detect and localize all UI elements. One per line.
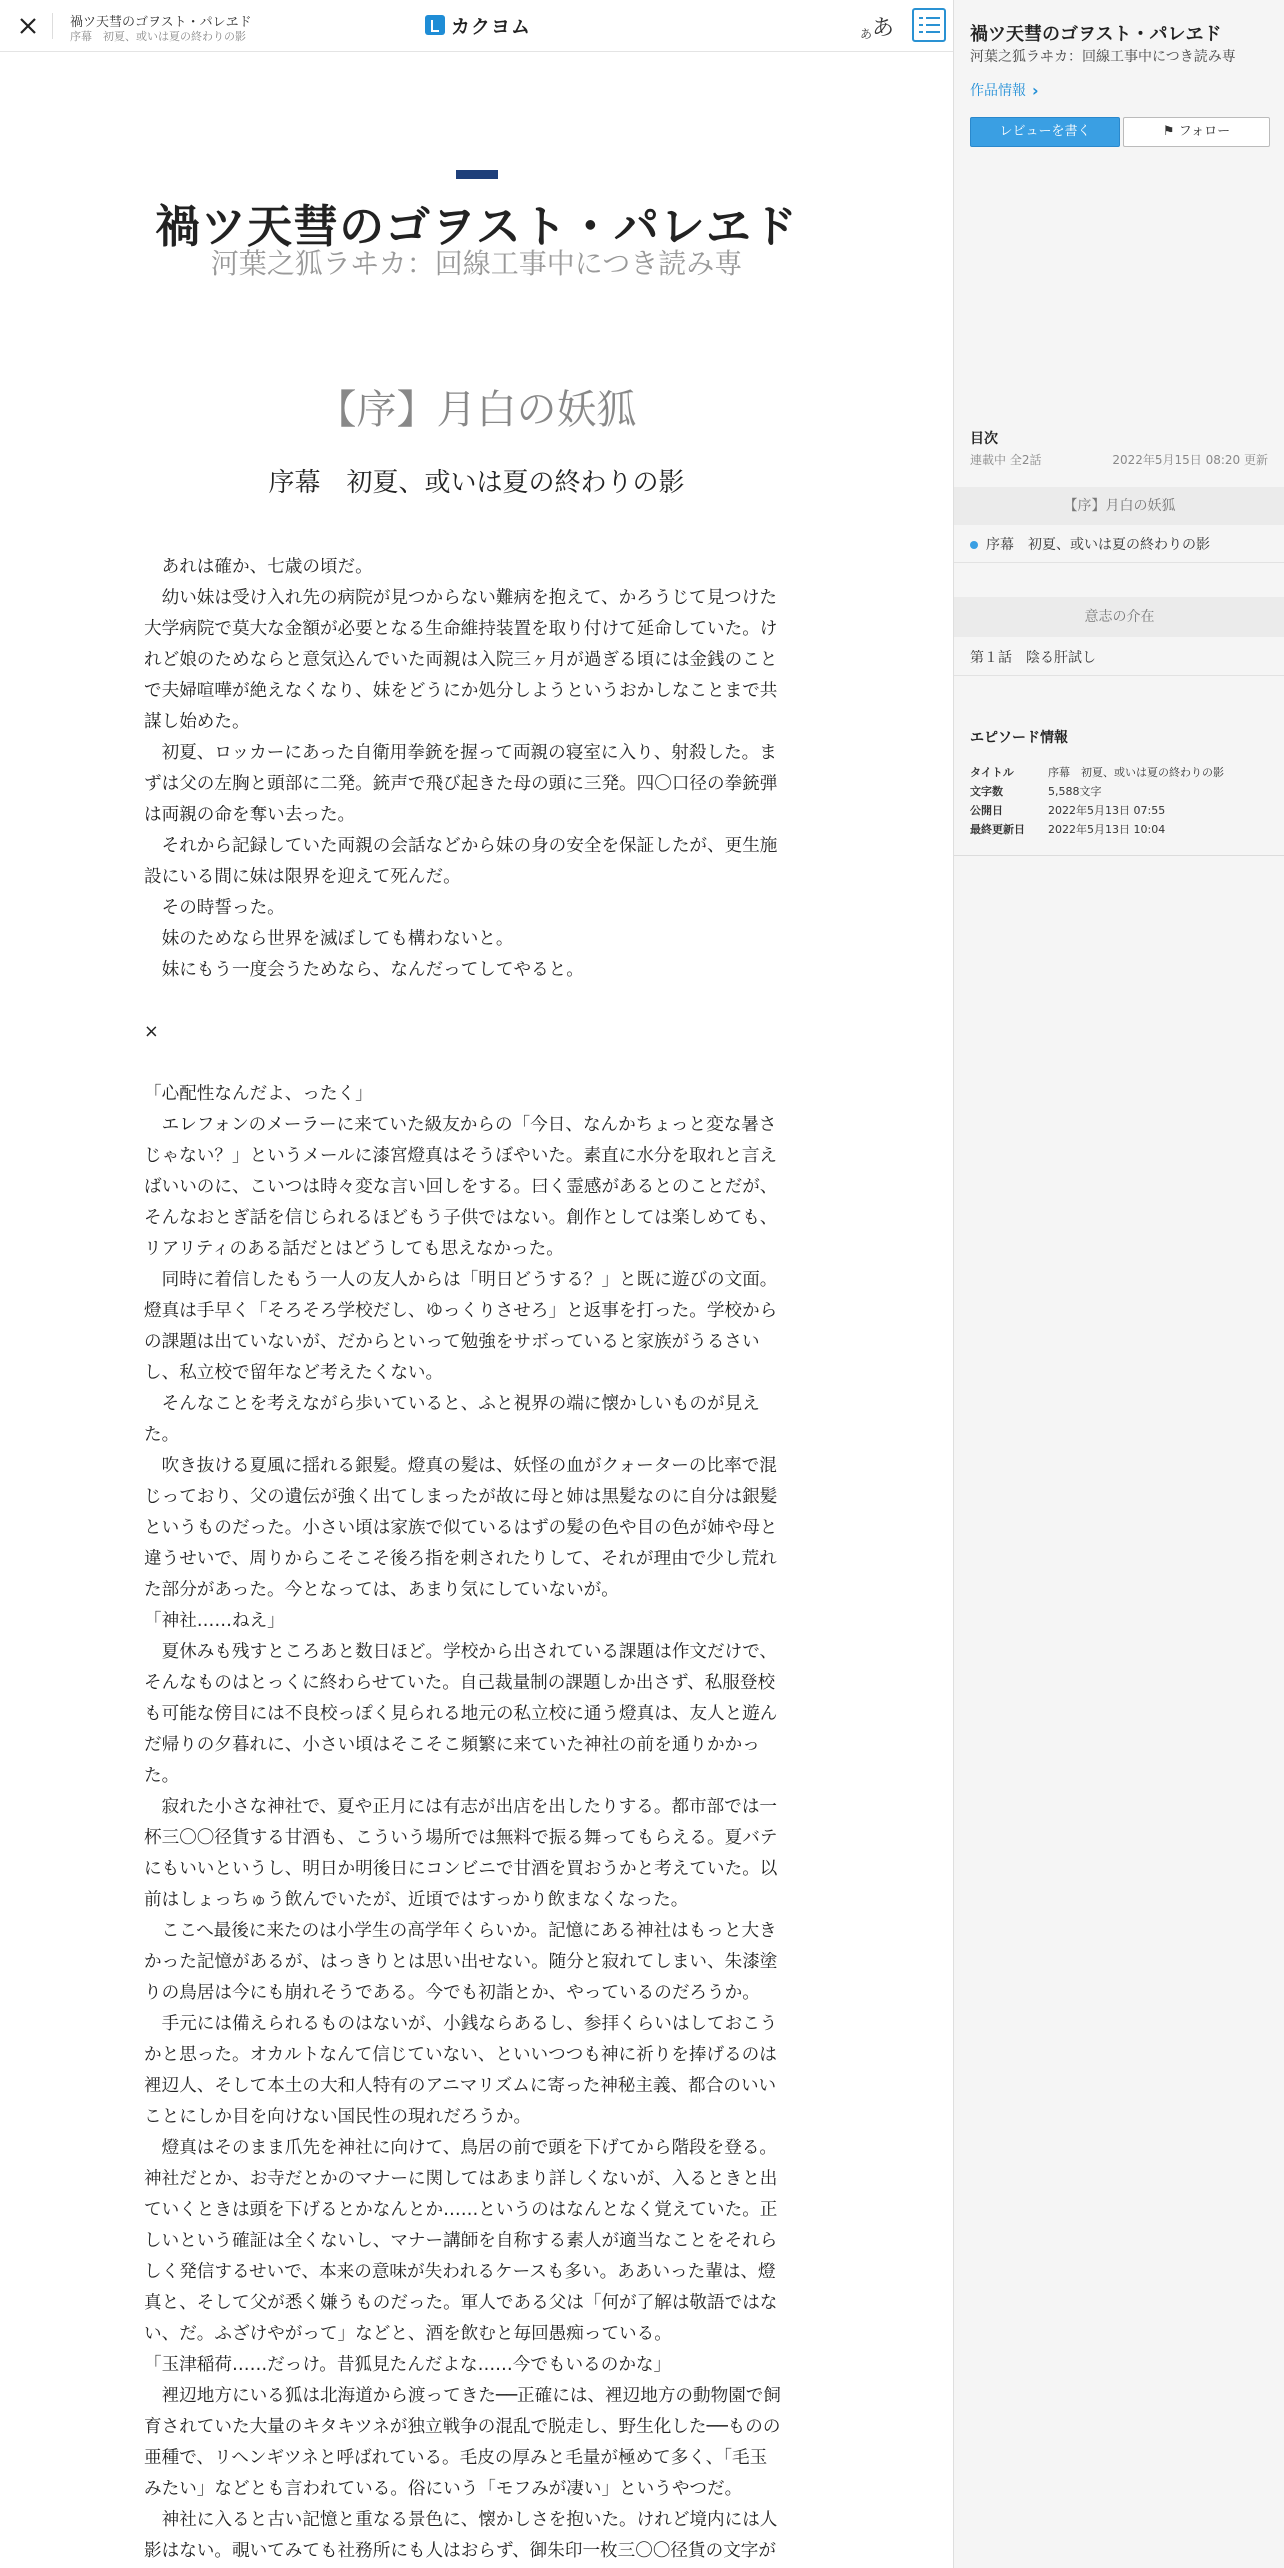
chapter-title: 【序】月白の妖狐 [316,387,637,433]
body-line: しく発信するせいで、本来の意味が失われるケースも多い。ああいった輩は、燈 [144,2262,776,2282]
body-line: みたい」などとも言われている。俗にいう「モフみが凄い」というやつだ。 [144,2479,743,2499]
body-line: じゃない？」というメールに漆宮燈真はそうぼやいた。素直に水分を取れと言え [144,1146,778,1166]
body-line: ていくときは頭を下げるとかなんとか……というのはなんとなく覚えていた。正 [144,2200,778,2220]
body-line: というものだった。小さい頃は家族で似ているはずの髪の色や目の色が姉や母と [144,1518,778,1538]
follow-label: フォロー [1178,124,1231,139]
body-line: しいという確証は全くないし、マナー講師を自称する素人が適当なことをそれら [144,2231,778,2251]
body-line: 神社だとか、お寺だとかのマナーに関してはあまり詳しくないが、入るときと出 [144,2169,778,2189]
header-work-title[interactable]: 禍ツ天彗のゴヲスト・パレヱド [70,15,252,30]
title-accent-bar [456,170,498,179]
table-of-contents-icon[interactable] [912,8,946,42]
body-line: かと思った。オカルトなんて信じていない、といいつつも神に祈りを捧げるのは [144,2045,777,2065]
body-line: 寂れた小さな神社で、夏や正月には有志が出店を出したりする。都市部では一 [144,1797,778,1817]
body-line: 謀し始めた。 [144,712,250,732]
info-value: 2022年5月13日 07:55 [1048,804,1166,817]
body-line: も可能な傍目には不良校っぽく見られる地元の私立校に通う燈真は、友人と遊ん [144,1704,778,1724]
body-line [144,986,804,1017]
body-line: 「神社……ねえ」 [144,1611,285,1631]
info-key: 最終更新日 [970,823,1025,836]
body-line: ことにしか目を向けない国民性の現れだろうか。 [144,2107,532,2127]
font-size-large-glyph: あ [872,16,895,41]
info-value: 序幕 初夏、或いは夏の終わりの影 [1048,766,1224,779]
info-key: 文字数 [970,785,1003,798]
body-line: 「心配性なんだよ、ったく」 [144,1084,373,1104]
logo-mark-icon [425,15,445,35]
toc-chapter: 意志の介在 [954,597,1284,637]
body-line: は両親の命を奪い去った。 [144,805,356,825]
toc-updated: 2022年5月15日 08:20 更新 [1112,453,1268,467]
body-line: 神社に入ると古い記憶と重なる景色に、懐かしさを抱いた。けれど境内には人 [144,2510,778,2530]
body-line: た。 [144,1425,180,1445]
body-line: の課題は出ていないが、だからといって勉強をサボっていると家族がうるさい [144,1332,760,1352]
body-line: 亜種で、リヘンギツネと呼ばれている。毛皮の厚みと毛量が極めて多く、「毛玉 [144,2448,768,2468]
info-key: 公開日 [970,804,1003,817]
body-line: 幼い妹は受け入れ先の病院が見つからない難病を抱えて、かろうじて見つけた [144,588,778,608]
current-episode-dot [970,541,978,549]
toc-episode-label: 序幕 初夏、或いは夏の終わりの影 [986,537,1210,553]
episode-body [144,552,804,2567]
body-line: れど娘のためならと意気込んでいた両親は入院三ヶ月が過ぎる頃には金銭のこと [144,650,778,670]
sidebar [953,0,1284,2568]
body-line: そんなおとぎ話を信じられるほどもう子供ではない。創作としては楽しめても、 [144,1208,778,1228]
episode-info-row [970,820,1270,839]
body-line: にもいいというし、明日か明後日にコンビニで甘酒を買おうかと考えていた。以 [144,1859,778,1879]
body-line: 違うせいで、周りからこそこそ後ろ指を刺されたりして、それが理由で少し荒れ [144,1549,777,1569]
body-line: 影はない。覗いてみても社務所にも人はおらず、御朱印一枚三〇〇径貨の文字が [144,2541,776,2561]
body-line: ばいいのに、こいつは時々変な言い回しをする。曰く霊感があるとのことだが、 [144,1177,778,1197]
body-line: リアリティのある話だとはどうしても思えなかった。 [144,1239,564,1259]
divider [954,855,1284,856]
episode-title: 序幕 初夏、或いは夏の終わりの影 [268,468,685,498]
body-line: 妹にもう一度会うためなら、なんだってしてやると。 [144,960,584,980]
top-bar [0,0,953,52]
divider [52,13,53,39]
body-line: た部分があった。今となっては、あまり気にしていないが。 [144,1580,619,1600]
reading-area [0,52,953,2568]
episode-info-heading: エピソード情報 [970,730,1068,746]
body-line: で夫婦喧嘩が絶えなくなり、妹をどうにか処分しようというおかしなことまで共 [144,681,778,701]
font-size-small-glyph: あ [860,27,873,41]
body-line: ずは父の左胸と頭部に二発。銃声で飛び起きた母の頭に三発。四〇口径の拳銃弾 [144,774,778,794]
body-line: 前はしょっちゅう飲んでいたが、近頃ではすっかり飲まなくなった。 [144,1890,689,1910]
info-key: タイトル [970,766,1014,779]
header-episode-title: 序幕 初夏、或いは夏の終わりの影 [70,30,246,43]
episode-info-row [970,782,1270,801]
body-line: し、私立校で留年など考えたくない。 [144,1363,444,1383]
body-line: じっており、父の遺伝が強く出てしまったが故に母と姉は黒髪なのに自分は銀髪 [144,1487,778,1507]
body-line: 初夏、ロッカーにあった自衛用拳銃を握って両親の寝室に入り、射殺した。ま [144,743,777,763]
work-info-label: 作品情報 [970,83,1026,99]
body-line: い、だ。ふざけやがって」などと、酒を飲むと毎回愚痴っている。 [144,2324,672,2344]
body-line: 裡辺地方にいる狐は北海道から渡ってきた──正確には、裡辺地方の動物園で飼 [144,2386,781,2406]
body-line [144,1048,804,1079]
info-value: 2022年5月13日 10:04 [1048,823,1166,836]
episode-info-row [970,801,1270,820]
body-line: そんなことを考えながら歩いていると、ふと視界の端に懐かしいものが見え [144,1394,760,1414]
body-line: りの鳥居は今にも崩れそうである。今でも初詣とか、やっているのだろうか。 [144,1983,760,2003]
close-icon[interactable] [10,8,46,44]
body-line: その時誓った。 [144,898,285,918]
work-title: 禍ツ天彗のゴヲスト・パレヱド [155,200,798,253]
bookmark-plus-icon: ⚑ [1162,124,1175,139]
body-line: そんなものはとっくに終わらせていた。自己裁量制の課題しか出さず、私服登校 [144,1673,776,1693]
work-info-link[interactable] [970,80,1039,100]
body-line: 同時に着信したもう一人の友人からは「明日どうする？」と既に遊びの文面。 [144,1270,778,1290]
body-line: 燈真は手早く「そろそろ学校だし、ゆっくりさせろ」と返事を打った。学校から [144,1301,778,1321]
body-line: ここへ最後に来たのは小学生の高学年くらいか。記憶にある神社はもっと大き [144,1921,777,1941]
body-line: 大学病院で莫大な金額が必要となる生命維持装置を取り付けて延命していた。け [144,619,778,639]
body-line: それから記録していた両親の会話などから妹の身の安全を保証したが、更生施 [144,836,778,856]
body-line: × [144,1022,159,1042]
episode-info-row [970,763,1270,782]
toc-status: 連載中 全2話 [970,453,1042,467]
body-line: 真と、そして父が悉く嫌うものだった。軍人である父は「何が了解は敬語ではな [144,2293,778,2313]
body-line: 裡辺人、そして本土の大和人特有のアニマリズムに寄った神秘主義、都合のいい [144,2076,777,2096]
body-line: 育されていた大量のキタキツネが独立戦争の混乱で脱走し、野生化した──ものの [144,2417,781,2437]
toc-episode-label: 第１話 陰る肝試し [970,650,1096,666]
body-line: た。 [144,1766,180,1786]
body-line: かった記憶があるが、はっきりとは思い出せない。随分と寂れてしまい、朱漆塗 [144,1952,778,1972]
author-name[interactable]: 河葉之狐ラヰカ：回線工事中につき読み専 [210,247,743,280]
toc-episode[interactable] [954,640,1284,676]
body-line: 吹き抜ける夏風に揺れる銀髪。燈真の髪は、妖怪の血がクォーターの比率で混 [144,1456,777,1476]
chevron-right-icon: › [1032,80,1039,100]
body-line: 燈真はそのまま爪先を神社に向けて、鳥居の前で頭を下げてから階段を登る。 [144,2138,778,2158]
info-value: 5,588文字 [1048,785,1102,798]
body-line: 「玉津稲荷……だっけ。昔狐見たんだよな……今でもいるのかな」 [144,2355,672,2375]
body-line: 設にいる間に妹は限界を迎えて死んだ。 [144,867,461,887]
write-review-button[interactable]: レビューを書く [970,117,1120,147]
follow-button[interactable] [1123,117,1270,147]
body-line: エレフォンのメーラーに来ていた級友からの「今日、なんかちょっと変な暑さ [144,1115,777,1135]
body-line: 杯三〇〇径貨する甘酒も、こういう場所では無料で振る舞ってもらえる。夏バテ [144,1828,778,1848]
kakuyomu-logo[interactable] [425,11,531,39]
toc-heading: 目次 [970,431,998,447]
body-line: 夏休みも残すところあと数日ほど。学校から出されている課題は作文だけで、 [144,1642,778,1662]
toc-episode-current[interactable] [954,527,1284,563]
toc-chapter: 【序】月白の妖狐 [954,487,1284,525]
font-size-button[interactable] [860,10,894,42]
body-line: 妹のためなら世界を滅ぼしても構わないと。 [144,929,514,949]
episode-info-table [970,763,1270,839]
body-line: だ帰りの夕暮れに、小さい頃はそこそこ頻繁に来ていた神社の前を通りかかっ [144,1735,760,1755]
sidebar-work-title[interactable]: 禍ツ天彗のゴヲスト・パレヱド [970,24,1222,45]
body-line: 手元には備えられるものはないが、小銭ならあるし、参拝くらいはしておこう [144,2014,778,2034]
logo-text: カクヨム [451,15,532,38]
body-line: あれは確か、七歳の頃だ。 [144,557,373,577]
sidebar-author[interactable]: 河葉之狐ラヰカ：回線工事中につき読み専 [970,49,1236,65]
